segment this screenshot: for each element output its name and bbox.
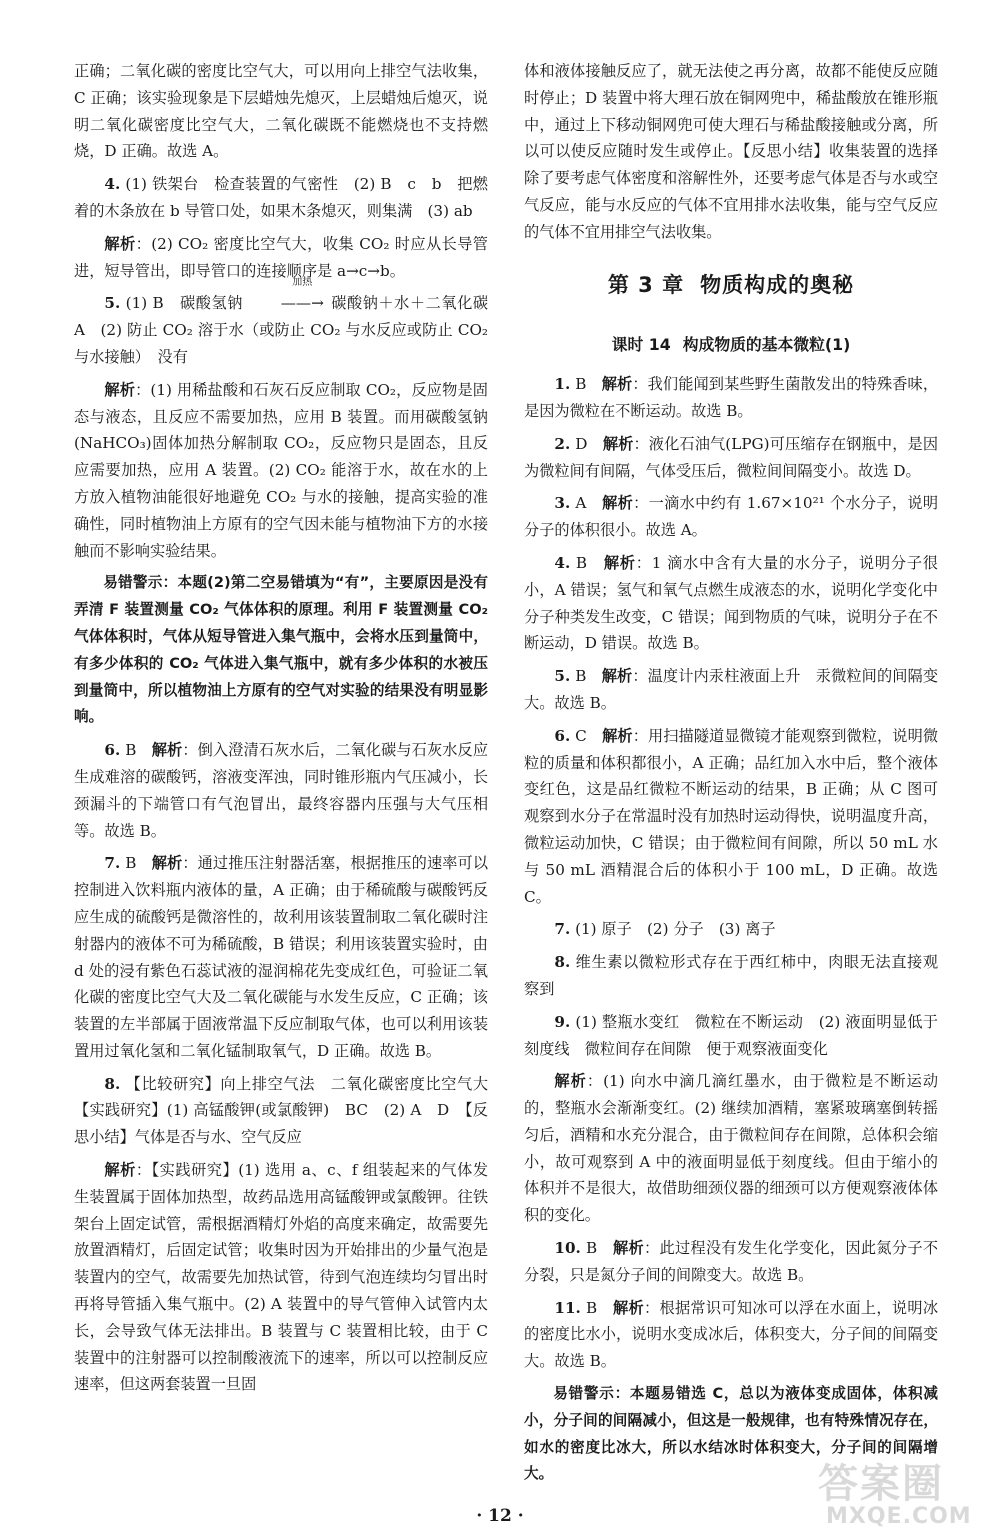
warning-text: ：本题(2)第二空易错填为“有”，主要原因是没有弄清 F 装置测量 CO₂ 气体体积的原理。利用 F 装置测量 CO₂ 气体体积时，气体从短导管进入集气瓶中，会将水压到量筒中，有多少体积的 CO₂ 气体进入集气瓶中，就有多少体积的水被压到量筒中，所以植物油上方原有的空气对实验的结果没有明显影响。 xyxy=(74,574,488,726)
answer-list xyxy=(524,371,938,910)
analysis-label: 解析 xyxy=(104,234,136,253)
warning-label: 易错警示 xyxy=(103,574,163,592)
watermark-url: MXQE.COM xyxy=(826,1504,972,1529)
analysis-label: 解析 xyxy=(151,741,183,760)
analysis-text: ：一滴水中约有 1.67×10²¹ 个水分子，说明分子的体积很小。故选 A。 xyxy=(524,494,939,540)
lesson-title: 构成物质的基本微粒(1) xyxy=(682,335,851,355)
analysis-text: ：根据常识可知冰可以浮在水面上，说明冰的密度比水小，说明水变成冰后，体积变大，分子间的间隔变大。故选 B。 xyxy=(524,1298,939,1371)
page-number: · 12 · xyxy=(476,1506,524,1526)
reaction-condition: 加热 xyxy=(292,277,313,289)
warning-label: 易错警示 xyxy=(553,1385,615,1403)
answer-7 xyxy=(74,850,488,1064)
watermark-logo xyxy=(812,1462,992,1534)
watermark-glyphs: 答案圈 xyxy=(818,1461,944,1507)
question-number: 4. xyxy=(554,553,571,572)
answer-choice: B xyxy=(575,667,587,686)
answer-9 xyxy=(524,1009,938,1063)
analysis-label: 解析 xyxy=(104,1161,136,1180)
answer-text: (1) 原子 (2) 分子 (3) 离子 xyxy=(575,920,776,939)
analysis-text: ：通过推压注射器活塞，根据推压的速率可以控制进入饮料瓶内液体的量，A 正确；由于稀硫酸与碳酸钙反应生成的硫酸钙是微溶性的，故利用该装置制取二氧化碳时注射器内的液体不可为稀硫酸，B 错误；利用该装置实验时，由 d 处的浸有紫色石蕊试液的湿润棉花先变成红色，可验证二氧化碳的密度比空气大及二氧化碳能与水发生反应，C 正确；该装置的左半部属于固液常温下反应制取气体，也可以利用该装置用过氧化氢和二氧化锰制取氧气，D 正确。故选 B。 xyxy=(74,854,489,1060)
answer-5 xyxy=(74,277,504,370)
lesson-number: 课时 14 xyxy=(611,335,671,355)
left-column xyxy=(74,58,504,1404)
analysis-text: ：1 滴水中含有大量的水分子，说明分子很小，A 错误；氢气和氧气点燃生成液态的水，说明化学变化中分子种类发生改变，C 错误；闻到物质的气味，说明分子在不断运动，D 错误。故选 B。 xyxy=(524,553,938,653)
answer-item xyxy=(524,490,938,544)
answer-text: (1) 整瓶水变红 微粒在不断运动 (2) 液面明显低于刻度线 微粒间存在间隙 便于观察液面变化 xyxy=(524,1012,938,1058)
answer-10 xyxy=(524,1235,938,1289)
analysis-text: ：(1) 用稀盐酸和石灰石反应制取 CO₂，反应物是固态与液态，且反应不需要加热，应用 B 装置。而用碳酸氢钠(NaHCO₃)固体加热分解制取 CO₂，反应物只是固态，且反应需要加热，应用 A 装置。(2) CO₂ 能溶于水，故在水的上方放入植物油能很好地避免 CO₂ 与水的接触，提高实验的准确性，同时植物油上方原有的空气因未能与植物油下方的水接触而不影响实验结果。 xyxy=(74,380,488,560)
answer-text: 【比较研究】向上排空气法 二氧化碳密度比空气大 【实践研究】(1) 高锰酸钾(或氯酸钾) BC (2) A D 【反思小结】气体是否与水、空气反应 xyxy=(74,1074,504,1147)
analysis-label: 解析 xyxy=(104,380,136,399)
lesson-heading xyxy=(524,332,938,359)
analysis-text: ：(2) CO₂ 密度比空气大，收集 CO₂ 时应从长导管进，短导管出，即导管口的连接顺序是 a→c→b。 xyxy=(74,234,488,280)
analysis-label: 解析 xyxy=(151,854,183,873)
answer-8 xyxy=(524,949,938,1003)
answer-4 xyxy=(74,171,488,225)
analysis-label: 解析 xyxy=(612,1239,644,1258)
question-number: 8. xyxy=(104,1074,121,1093)
answer-choice: C xyxy=(575,726,587,745)
chapter-number: 第 3 章 xyxy=(607,272,685,297)
analysis-text: ：【实践研究】(1) 选用 a、c、f 组装起来的气体发生装置属于固体加热型，故药品选用高锰酸钾或氯酸钾。往铁架台上固定试管，需根据酒精灯外焰的高度来确定，故需要先放置酒精灯，后固定试管；收集时因为开始排出的少量气泡是装置内的空气，故需要先加热试管，待到气泡连续均匀冒出时再将导管插入集气瓶中。(2) A 装置中的导气管伸入试管内太长，会导致气体无法排出。B 装置与 C 装置相比较，由于 C 装置中的注射器可以控制酸液流下的速率，所以可以控制反应速率，但这两套装置一旦固 xyxy=(74,1161,489,1394)
reaction-arrow xyxy=(248,277,326,317)
analysis-label: 解析 xyxy=(603,553,636,572)
answer-item xyxy=(524,663,938,717)
question-number: 9. xyxy=(554,1012,571,1031)
analysis-label: 解析 xyxy=(554,1072,587,1091)
answer-6 xyxy=(74,737,488,844)
analysis-4 xyxy=(74,231,488,285)
answer-choice: A xyxy=(575,494,587,513)
answer-item xyxy=(524,550,938,657)
analysis-9 xyxy=(524,1068,938,1229)
right-column xyxy=(524,58,938,1494)
analysis-text: ：液化石油气(LPG)可压缩存在钢瓶中，是因为微粒间有间隔，气体受压后，微粒间间隔变小。故选 D。 xyxy=(524,434,939,480)
answer-choice: B xyxy=(125,741,137,760)
analysis-text: ：我们能闻到某些野生菌散发出的特殊香味，是因为微粒在不断运动。故选 B。 xyxy=(524,375,939,420)
analysis-text: ：温度计内汞柱液面上升 汞微粒间的间隔变大。故选 B。 xyxy=(524,667,939,712)
question-number: 1. xyxy=(554,375,571,394)
analysis-label: 解析 xyxy=(602,434,634,453)
question-number: 6. xyxy=(554,726,571,745)
question-number: 6. xyxy=(104,741,121,760)
left-continuation: 正确；二氧化碳的密度比空气大，可以用向上排空气法收集，C 正确；该实验现象是下层蜡烛先熄灭，上层蜡烛后熄灭，说明二氧化碳密度比空气大，二氧化碳既不能燃烧也不支持燃烧，D 正确。故选 A。 xyxy=(74,62,488,161)
question-number: 5. xyxy=(104,294,121,313)
answer-text: (1) 铁架台 检查装置的气密性 (2) B c b 把燃着的木条放在 b 导管口处，如果木条熄灭，则集满 (3) ab xyxy=(74,175,488,220)
question-number: 8. xyxy=(554,953,571,972)
answer-7 xyxy=(524,916,938,943)
analysis-text: ：此过程没有发生化学变化，因此氮分子不分裂，只是氮分子间的间隙变大。故选 B。 xyxy=(524,1239,939,1284)
answer-choice: D xyxy=(575,434,588,453)
answer-item xyxy=(524,371,938,425)
answer-text-cont: 碳酸钠＋水＋二氧化碳 A (2) 防止 CO₂ 溶于水（或防止 CO₂ 与水反应或防止 CO₂ 与水接触） 没有 xyxy=(74,294,504,366)
answer-choice: B xyxy=(585,1239,598,1258)
chapter-title: 物质构成的奥秘 xyxy=(700,272,855,297)
arrow-glyph: ——→ xyxy=(280,294,324,313)
question-number: 11. xyxy=(554,1298,581,1317)
analysis-8 xyxy=(74,1157,488,1398)
answer-choice: B xyxy=(585,1298,598,1317)
question-number: 2. xyxy=(554,434,571,453)
question-number: 3. xyxy=(554,494,571,513)
warning-5 xyxy=(74,570,488,731)
analysis-label: 解析 xyxy=(602,494,634,513)
answer-choice: B xyxy=(575,375,587,394)
question-number: 7. xyxy=(554,920,571,939)
analysis-text: ：倒入澄清石灰水后，二氧化碳与石灰水反应生成难溶的碳酸钙，溶液变浑浊，同时锥形瓶内气压减小，长颈漏斗的下端管口有气泡冒出，最终容器内压强与大气压相等。故选 B。 xyxy=(74,741,489,840)
answer-text: (1) B 碳酸氢钠 xyxy=(125,294,243,313)
answer-item xyxy=(524,431,938,485)
analysis-5 xyxy=(74,377,488,565)
analysis-label: 解析 xyxy=(601,667,633,686)
analysis-text: ：用扫描隧道显微镜才能观察到微粒，说明微粒的质量和体积都很小，A 正确；品红加入水中后，整个液体变红色，这是品红微粒不断运动的结果，B 正确；从 C 图可观察到水分子在常温时没有加热时运动得快，说明温度升高，微粒运动加快，C 错误；由于微粒间有间隙，所以 50 mL 水与 50 mL 酒精混合后的体积小于 100 mL，D 正确。故选 C。 xyxy=(524,726,939,906)
question-number: 4. xyxy=(104,175,121,194)
analysis-label: 解析 xyxy=(602,726,633,745)
warning-text: ：本题易错选 C，总以为液体变成固体，体积减小，分子间的间隔减小，但这是一般规律，也有特殊情况存在，如水的密度比冰大，所以水结冰时体积变大，分子间的间隔增大。 xyxy=(524,1385,938,1483)
analysis-text: ：(1) 向水中滴几滴红墨水，由于微粒是不断运动的，整瓶水会渐渐变红。(2) 继续加酒精，塞紧玻璃塞倒转摇匀后，酒精和水充分混合，由于微粒间存在间隙，总体积会缩小，故可观察到 A 中的液面明显低于刻度线。但由于缩小的体积并不是很大，故借助细颈仪器的细颈可以方便观察液体体积的变化。 xyxy=(524,1072,939,1225)
analysis-label: 解析 xyxy=(601,375,633,394)
answer-item xyxy=(524,723,938,911)
question-number: 7. xyxy=(104,854,121,873)
chapter-heading xyxy=(524,272,938,299)
answer-text: 维生素以微粒形式存在于西红柿中，肉眼无法直接观察到 xyxy=(524,953,939,998)
question-number: 5. xyxy=(554,667,571,686)
analysis-label: 解析 xyxy=(612,1298,644,1317)
question-number: 10. xyxy=(554,1239,581,1258)
answer-8 xyxy=(74,1071,504,1151)
right-continuation: 体和液体接触反应了，就无法使之再分离，故都不能使反应随时停止；D 装置中将大理石放在铜网兜中，稀盐酸放在锥形瓶中，通过上下移动铜网兜可使大理石与稀盐酸接触或分离，所以可以使反应随时发生或停止。【反思小结】收集装置的选择除了要考虑气体密度和溶解性外，还要考虑气体是否与水或空气反应，能与水反应的气体不宜用排水法收集，能与空气反应的气体不宜用排空气法收集。 xyxy=(524,62,938,241)
answer-11 xyxy=(524,1295,938,1375)
answer-choice: B xyxy=(125,854,137,873)
answer-choice: B xyxy=(575,553,588,572)
